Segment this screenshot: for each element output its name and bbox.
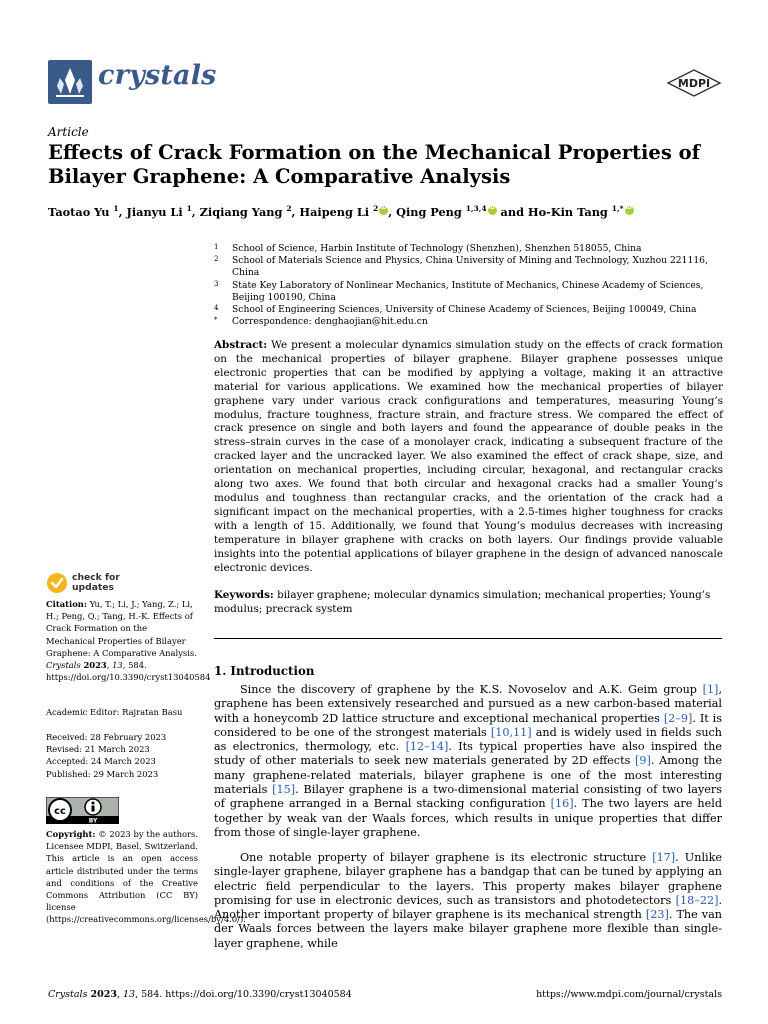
- affiliation-text: School of Materials Science and Physics, China University of Mining and Technology, Xuzhou 221116, China: [232, 255, 708, 279]
- footer-doi[interactable]: , 584. https://doi.org/10.3390/cryst13040584: [135, 989, 352, 1000]
- affiliation-number: 2: [214, 255, 219, 264]
- affiliation-text: State Key Laboratory of Nonlinear Mechanics, Institute of Mechanics, Chinese Academy of Sciences, Beijing 100190, China: [232, 279, 704, 303]
- publication-dates: [46, 731, 198, 780]
- author-name: Ho-Kin Tang: [527, 204, 612, 219]
- cc-by-license-icon[interactable]: [46, 797, 119, 824]
- citation-year: 2023: [83, 660, 107, 671]
- publisher-name: MDPI: [677, 77, 711, 90]
- author-affiliation-mark: 1: [186, 204, 192, 213]
- citation-link[interactable]: [18–22]: [675, 893, 719, 907]
- footer-journal-url[interactable]: https://www.mdpi.com/journal/crystals: [536, 989, 722, 1000]
- author-name: Ziqiang Yang: [199, 204, 287, 219]
- keywords-text: bilayer graphene; molecular dynamics simulation; mechanical properties; Young’s modulus; precrack system: [214, 589, 711, 615]
- keywords: [214, 589, 723, 617]
- date-received: Received: 28 February 2023: [46, 732, 167, 742]
- copyright-block: [46, 828, 246, 926]
- section-heading-introduction: 1. Introduction: [214, 664, 315, 678]
- author-name: Haipeng Li: [299, 204, 374, 219]
- mdpi-logo-icon: [666, 69, 722, 97]
- citation-link[interactable]: [23]: [645, 908, 669, 922]
- author-affiliation-mark: 2: [373, 204, 379, 213]
- abstract-label: Abstract:: [214, 339, 268, 351]
- copyright-text: © 2023 by the authors. Licensee MDPI, Basel, Switzerland. This article is an open access article distributed under the terms and conditions of the Creative Commons Attribution (CC BY) license (https://creativecommons.org/licenses/by/4.0/).: [46, 829, 246, 925]
- affiliation-item: [214, 304, 728, 316]
- footer-journal: Crystals: [48, 989, 88, 1000]
- check-updates-icon: [46, 572, 68, 594]
- footer-citation: Crystals 2023, 13, 584. https://doi.org/10.3390/cryst13040584: [48, 989, 352, 1000]
- citation-link[interactable]: [1]: [702, 683, 719, 696]
- article-type: Article: [48, 125, 89, 139]
- author-affiliation-mark: 1,3,4: [465, 204, 487, 213]
- citation-text: Yu, T.; Li, J.; Yang, Z.; Li, H.; Peng, Q.; Tang, H.-K. Effects of Crack Formation on the Mechanical Properties of Bilayer Graphene: A Comparative Analysis.: [46, 599, 197, 658]
- journal-name: crystals: [98, 60, 217, 91]
- author-name: Qing Peng: [396, 204, 466, 219]
- citation-link[interactable]: [12–14]: [405, 740, 449, 754]
- orcid-icon[interactable]: [379, 206, 388, 215]
- footer-year: 2023: [90, 989, 117, 1000]
- affiliation-item: [214, 243, 728, 255]
- affiliation-item: [214, 280, 728, 304]
- svg-text:cc: cc: [54, 806, 66, 817]
- affiliation-number: 4: [214, 304, 219, 313]
- citation-doi[interactable]: , 584. https://doi.org/10.3390/cryst13040584: [46, 660, 211, 683]
- affiliation-text: School of Engineering Sciences, University of Chinese Academy of Sciences, Beijing 100049, China: [232, 304, 697, 316]
- author-affiliation-mark: 1: [113, 204, 119, 213]
- author-affiliation-mark: 2: [286, 204, 292, 213]
- cc-by-label: BY: [88, 817, 98, 824]
- intro-paragraph-1: Since the discovery of graphene by the K.S. Novoselov and A.K. Geim group [1], graphene has been extensively researched and pursued as a new carbon-based material with a honeycomb 2D lattice structure and exceptional mechanical properties [2–9]. It is considered to be one of the strongest materials [10,11] and is widely used in fields such as electronics, thermology, etc. [12–14]. Its typical properties have also inspired the study of other materials to seek new materials generated by 2D effects [9]. Among the many graphene-related materials, bilayer graphene is one of the most interesting materials [15]. Bilayer graphene is a two-dimensional material consisting of two layers of graphene arranged in a Bernal stacking configuration [16]. The two layers are held together by weak van der Waals forces, which results in unique properties that differ from those of single-layer graphene.: [214, 683, 723, 839]
- check-for-updates-button[interactable]: [46, 572, 176, 596]
- author-affiliation-mark: 1,*: [611, 204, 624, 213]
- intro-paragraph-2: One notable property of bilayer graphene is its electronic structure [17]. Unlike single-layer graphene, bilayer graphene has a bandgap that can be tuned by applying an electric field perpendicular to the layers. This property makes bilayer graphene promising for use in electronic devices, such as transistors and photodetectors [18–22]. Another important property of bilayer graphene is its mechanical strength [23]. The van der Waals forces between the layers make bilayer graphene more flexible than single-layer graphene, while: [214, 851, 722, 950]
- keywords-label: Keywords:: [214, 589, 274, 601]
- citation-link[interactable]: [16]: [550, 797, 574, 811]
- affiliation-text: Correspondence: denghaojian@hit.edu.cn: [232, 316, 428, 328]
- affiliation-number: *: [214, 316, 218, 325]
- date-revised: Revised: 21 March 2023: [46, 744, 150, 755]
- affiliation-item: [214, 316, 728, 328]
- copyright-label: Copyright:: [46, 829, 96, 839]
- citation-link[interactable]: [17]: [652, 851, 676, 864]
- affiliation-number: 1: [214, 243, 219, 251]
- article-title: Effects of Crack Formation on the Mechanical Properties of Bilayer Graphene: A Comparative Analysis: [48, 141, 700, 188]
- citation-block: Citation: Yu, T.; Li, J.; Yang, Z.; Li, H.; Peng, Q.; Tang, H.-K. Effects of Crack Formation on the Mechanical Properties of Bilayer Graphene: A Comparative Analysis. Crystals 2023, 13, 584. https://doi.org/10.3390/cryst13040584: [46, 599, 211, 683]
- affiliation-item: [214, 255, 728, 279]
- citation-link[interactable]: [10,11]: [490, 725, 532, 739]
- section-divider: [214, 638, 722, 639]
- crystals-logo-icon: [48, 60, 92, 104]
- citation-volume: 13: [112, 660, 123, 671]
- citation-link[interactable]: [2–9]: [663, 711, 693, 725]
- citation-label: Citation:: [46, 599, 87, 609]
- check-updates-label: check for updates: [72, 572, 120, 593]
- affiliations: [214, 243, 728, 328]
- orcid-icon[interactable]: [625, 206, 634, 215]
- author-name: Taotao Yu: [48, 204, 114, 219]
- citation-journal: Crystals: [46, 660, 81, 671]
- affiliation-text: School of Science, Harbin Institute of Technology (Shenzhen), Shenzhen 518055, China: [232, 243, 642, 254]
- citation-link[interactable]: [9]: [635, 754, 651, 768]
- author-name: Jianyu Li: [126, 204, 187, 219]
- academic-editor: Academic Editor: Rajratan Basu: [46, 707, 183, 717]
- citation-link[interactable]: [15]: [272, 783, 296, 797]
- date-published: Published: 29 March 2023: [46, 768, 159, 779]
- orcid-icon[interactable]: [488, 206, 497, 215]
- date-accepted: Accepted: 24 March 2023: [46, 756, 156, 767]
- affiliation-number: 3: [214, 279, 219, 288]
- abstract: [214, 339, 723, 575]
- footer-volume: 13: [122, 989, 136, 1000]
- author-list: Taotao Yu $^1$, Jianyu Li $^1$, Ziqiang Yang $^2$, Haipeng Li $^2$iD , Qing Peng $^{1,3,4}$iD and Ho-Kin Tang $^{1,*}$iD: [48, 204, 728, 219]
- abstract-text: We present a molecular dynamics simulation study on the effects of crack formation on the mechanical properties of bilayer graphene. Bilayer graphene possesses unique electronic properties that can be modified by applying a voltage, making it an attractive material for various applications. We examined how the mechanical properties of bilayer graphene vary under various crack configurations and temperatures, measuring Young’s modulus, fracture toughness, fracture strain, and fracture stress. We compared the effect of crack presence on single and both layers and found the appearance of double peaks in the stress–strain curves in the case of a monolayer crack, indicating a subsequent fracture of the cracked layer and the uncracked layer. We also examined the effect of crack shape, size, and orientation on mechanical properties, including circular, hexagonal, and rectangular cracks along two axes. We found that both circular and hexagonal cracks had a smaller Young’s modulus and toughness than rectangular cracks, and the orientation of the crack had a significant impact on the mechanical properties, with a 2.5-times higher toughness for cracks with a length of 15. Additionally, we found that Young’s modulus decreases with increasing temperature in bilayer graphene with cracks on both layers. Our findings provide valuable insights into the potential applications of bilayer graphene in the design of advanced nanoscale electronic devices.: [214, 339, 724, 574]
